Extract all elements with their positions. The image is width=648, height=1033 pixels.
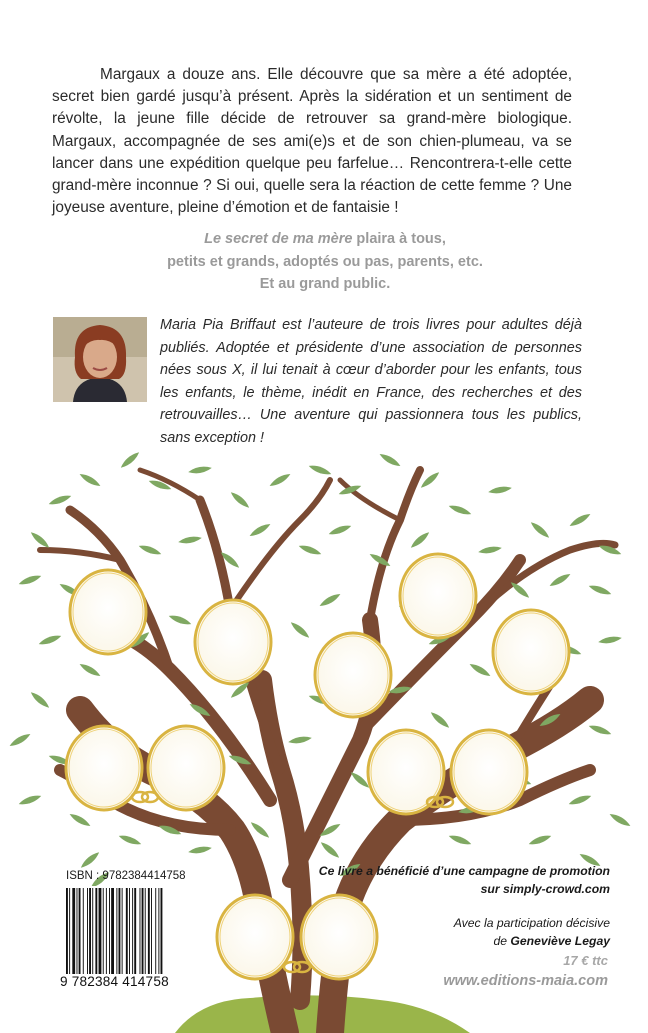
leaf bbox=[188, 845, 213, 855]
barcode-bar bbox=[106, 888, 107, 974]
book-title: Le secret de ma mère bbox=[204, 231, 353, 247]
leaf bbox=[448, 503, 473, 517]
leaf bbox=[68, 811, 92, 828]
portrait-frame bbox=[148, 726, 224, 810]
barcode-bar bbox=[111, 888, 114, 974]
leaf bbox=[178, 535, 203, 545]
portrait-frame bbox=[368, 730, 444, 814]
leaf bbox=[38, 633, 63, 647]
barcode-bar bbox=[161, 888, 163, 974]
leaf bbox=[528, 833, 553, 847]
portrait-frame bbox=[195, 600, 271, 684]
leaf bbox=[409, 530, 431, 550]
portrait-frame bbox=[493, 610, 569, 694]
leaf bbox=[118, 833, 143, 847]
barcode-digits: 9 782384 414758 bbox=[60, 974, 188, 992]
barcode-bar bbox=[151, 888, 152, 974]
leaf bbox=[298, 543, 323, 557]
leaf bbox=[319, 840, 341, 860]
leaf bbox=[378, 451, 402, 468]
leaf bbox=[268, 471, 292, 488]
leaf bbox=[229, 490, 251, 510]
price: 17 € ttc bbox=[563, 953, 608, 968]
leaf bbox=[29, 690, 51, 710]
barcode-bar bbox=[158, 888, 159, 974]
leaf bbox=[318, 591, 342, 608]
leaf bbox=[478, 545, 503, 555]
leaf bbox=[328, 523, 353, 537]
portrait-frame bbox=[315, 633, 391, 717]
leaf bbox=[588, 723, 613, 737]
barcode-bar bbox=[77, 888, 78, 974]
author-photo bbox=[53, 317, 147, 402]
leaf bbox=[548, 571, 572, 588]
leaf bbox=[308, 463, 333, 477]
barcode-bar bbox=[103, 888, 104, 974]
promo-line-3: Avec la participation décisive bbox=[453, 916, 610, 930]
portrait-frame bbox=[451, 730, 527, 814]
barcode-bar bbox=[134, 888, 136, 974]
leaf bbox=[588, 583, 613, 597]
promo-line-2: sur simply-crowd.com bbox=[480, 882, 610, 896]
leaf bbox=[568, 511, 592, 528]
leaf bbox=[188, 465, 213, 475]
pitch-line-1-rest: plaira à tous, bbox=[352, 231, 446, 247]
barcode-bar bbox=[155, 888, 156, 974]
barcode-bar bbox=[129, 888, 130, 974]
leaf bbox=[289, 620, 311, 640]
leaf bbox=[448, 833, 473, 847]
barcode-bar bbox=[92, 888, 93, 974]
barcode-bar bbox=[109, 888, 110, 974]
barcode-bar bbox=[89, 888, 91, 974]
promo-line-4-prefix: de bbox=[493, 934, 511, 948]
pitch-block bbox=[120, 228, 530, 296]
leaf bbox=[429, 710, 451, 730]
author-bio: Maria Pia Briffaut est l’auteure de trois livres pour adultes déjà publiés. Adoptée et présidente d’une association de personnes nées sous X, il lui tenait à cœur d’aborder pour les enfants, tous les enfants, le thème, inédit en France, des recherches et des retrouvailles… Une aventure qui passionnera tous les publics, sans exception ! bbox=[160, 317, 582, 446]
barcode-bar bbox=[119, 888, 121, 974]
barcode-bar bbox=[95, 888, 97, 974]
isbn-label: ISBN : 9782384414758 bbox=[66, 870, 186, 882]
leaf bbox=[509, 580, 531, 600]
portrait-frame bbox=[70, 570, 146, 654]
leaf bbox=[598, 635, 623, 645]
barcode-bar bbox=[142, 888, 144, 974]
leaf bbox=[8, 731, 32, 748]
pitch-line-2: petits et grands, adoptés ou pas, parents, etc. bbox=[167, 253, 483, 270]
barcode-bar bbox=[132, 888, 133, 974]
barcode-bar bbox=[66, 888, 68, 974]
leaf bbox=[78, 661, 102, 678]
portrait-frame bbox=[66, 726, 142, 810]
promo-line-1: Ce livre a bénéficié d’une campagne de promotion bbox=[318, 864, 610, 878]
leaf bbox=[119, 450, 141, 470]
leaf bbox=[48, 493, 73, 507]
leaf bbox=[488, 485, 513, 495]
barcode-bar bbox=[140, 888, 141, 974]
promo-block bbox=[310, 862, 610, 950]
barcode-bar bbox=[145, 888, 146, 974]
barcode-bar bbox=[69, 888, 70, 974]
pitch-line-1 bbox=[120, 228, 530, 251]
leaf bbox=[79, 850, 101, 870]
leaf bbox=[608, 811, 632, 828]
wedding-ring bbox=[142, 792, 158, 802]
leaf bbox=[18, 573, 43, 587]
leaf bbox=[138, 543, 163, 557]
leaf bbox=[568, 793, 593, 807]
leaf bbox=[18, 793, 43, 807]
barcode-bar bbox=[72, 888, 75, 974]
publisher-website[interactable]: www.editions-maia.com bbox=[443, 973, 608, 989]
barcode-bar bbox=[126, 888, 128, 974]
barcode-bar bbox=[116, 888, 117, 974]
portrait-frame bbox=[217, 895, 293, 979]
leaf bbox=[168, 613, 193, 627]
pitch-line-3: Et au grand public. bbox=[259, 276, 391, 292]
synopsis-paragraph bbox=[52, 64, 572, 219]
leaf bbox=[248, 521, 272, 538]
barcode-bar bbox=[79, 888, 81, 974]
barcode-bar bbox=[99, 888, 102, 974]
portrait-frame bbox=[400, 554, 476, 638]
leaf bbox=[78, 471, 102, 488]
barcode-bar bbox=[87, 888, 88, 974]
promo-line-4 bbox=[310, 932, 610, 950]
promo-contributor-name: Geneviève Legay bbox=[510, 934, 610, 948]
leaf bbox=[468, 661, 492, 678]
leaf bbox=[288, 735, 313, 745]
barcode-bar bbox=[122, 888, 123, 974]
synopsis-text: Margaux a douze ans. Elle découvre que sa mère a été adoptée, secret bien gardé jusqu’à présent. Après la sidération et un sentiment de révolte, la jeune fille décide de retrouver sa grand-mère biologique. Margaux, accompagnée de ses ami(e)s et de son chien-plumeau, va se lancer dans une expédition quelque peu farfelue… Rencontrera-t-elle cette grand-mère inconnue ? Si oui, quelle sera la réaction de cette femme ? Une joyeuse aventure, pleine d’émotion et de fantaisie ! bbox=[52, 66, 572, 217]
barcode-bar bbox=[83, 888, 84, 974]
barcode-bar bbox=[148, 888, 150, 974]
leaf bbox=[529, 520, 551, 540]
